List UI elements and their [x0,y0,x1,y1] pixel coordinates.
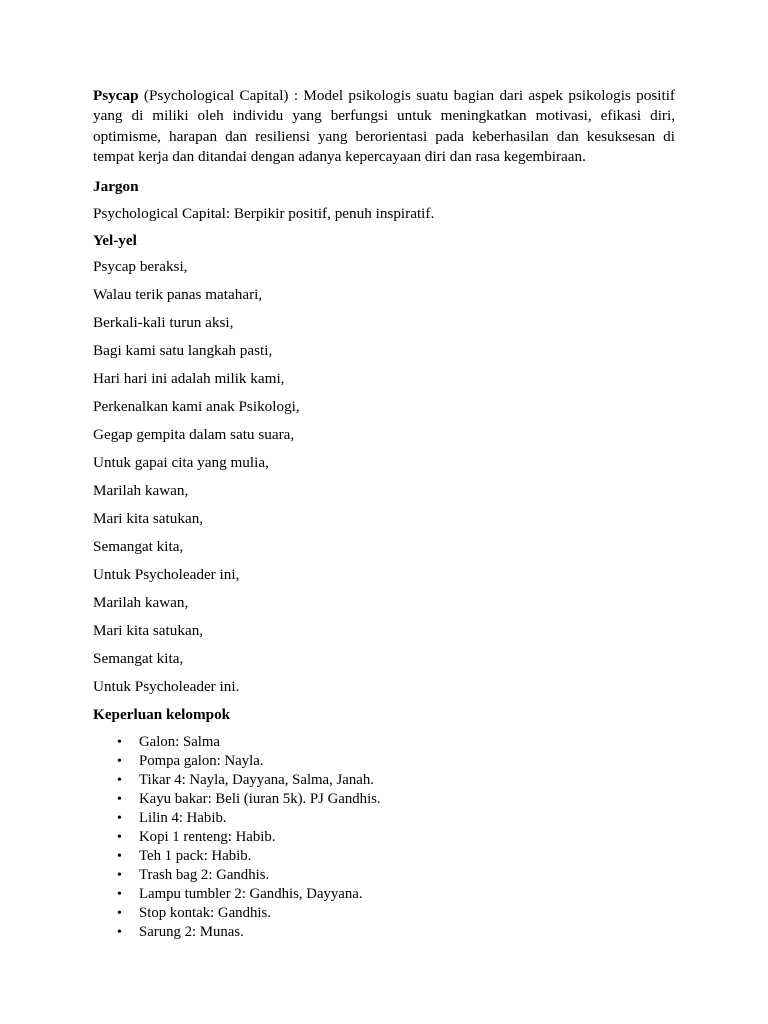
list-item [93,847,675,866]
list-item-text: Pompa galon: Nayla. [139,753,264,770]
list-item [93,752,675,771]
list-item [93,809,675,828]
list-item-text: Lampu tumbler 2: Gandhis, Dayyana. [139,886,363,903]
lyric-line: Marilah kawan, [93,594,189,612]
bullet-icon: • [117,754,122,770]
lyric-line: Walau terik panas matahari, [93,286,263,304]
bullet-icon: • [117,792,122,808]
document-page [93,86,675,942]
list-item [93,790,675,809]
list-item-text: Stop kontak: Gandhis. [139,905,271,922]
list-item [93,885,675,904]
lyric-line: Gegap gempita dalam satu suara, [93,426,295,444]
intro-term: Psycap [93,87,139,104]
bullet-icon: • [117,887,122,903]
list-item-text: Lilin 4: Habib. [139,810,227,827]
list-item-text: Kayu bakar: Beli (iuran 5k). PJ Gandhis. [139,791,381,808]
list-item-text: Trash bag 2: Gandhis. [139,867,270,884]
list-item [93,733,675,752]
bullet-icon: • [117,773,122,789]
lyric-line: Bagi kami satu langkah pasti, [93,342,273,360]
bullet-icon: • [117,830,122,846]
keperluan-list [93,733,675,942]
bullet-icon: • [117,849,122,865]
lyric-line: Psycap beraksi, [93,258,188,276]
lyric-line: Mari kita satukan, [93,622,204,640]
lyric-line: Semangat kita, [93,538,184,556]
list-item-text: Tikar 4: Nayla, Dayyana, Salma, Janah. [139,772,374,789]
jargon-text: Psychological Capital: Berpikir positif, penuh inspiratif. [93,205,435,223]
keperluan-heading: Keperluan kelompok [93,706,231,724]
list-item-text: Sarung 2: Munas. [139,924,244,941]
lyric-line: Semangat kita, [93,650,184,668]
list-item-text: Galon: Salma [139,734,220,751]
lyric-line: Mari kita satukan, [93,510,204,528]
lyric-line: Hari hari ini adalah milik kami, [93,370,285,388]
list-item-text: Kopi 1 renteng: Habib. [139,829,276,846]
intro-paragraph [93,86,675,167]
list-item [93,828,675,847]
list-item-text: Teh 1 pack: Habib. [139,848,252,865]
yel-yel-lyrics [93,257,675,697]
bullet-icon: • [117,906,122,922]
jargon-heading: Jargon [93,178,139,196]
bullet-icon: • [117,811,122,827]
intro-definition: (Psychological Capital) : Model psikologis suatu bagian dari aspek psikologis positif yang di miliki oleh individu yang berfungsi untuk meningkatkan motivasi, efikasi diri, optimisme, harapan dan resiliensi yang berorientasi pada keberhasilan dan kesuksesan di tempat kerja dan ditandai dengan adanya kepercayaan diri dan rasa kegembiraan. [93,87,675,165]
list-item [93,866,675,885]
lyric-line: Untuk Psycholeader ini. [93,678,240,696]
lyric-line: Untuk Psycholeader ini, [93,566,240,584]
lyric-line: Untuk gapai cita yang mulia, [93,454,269,472]
bullet-icon: • [117,735,122,751]
bullet-icon: • [117,925,122,941]
list-item [93,771,675,790]
yel-yel-heading: Yel-yel [93,232,137,250]
list-item [93,904,675,923]
lyric-line: Marilah kawan, [93,482,189,500]
lyric-line: Perkenalkan kami anak Psikologi, [93,398,300,416]
list-item [93,923,675,942]
bullet-icon: • [117,868,122,884]
lyric-line: Berkali-kali turun aksi, [93,314,234,332]
